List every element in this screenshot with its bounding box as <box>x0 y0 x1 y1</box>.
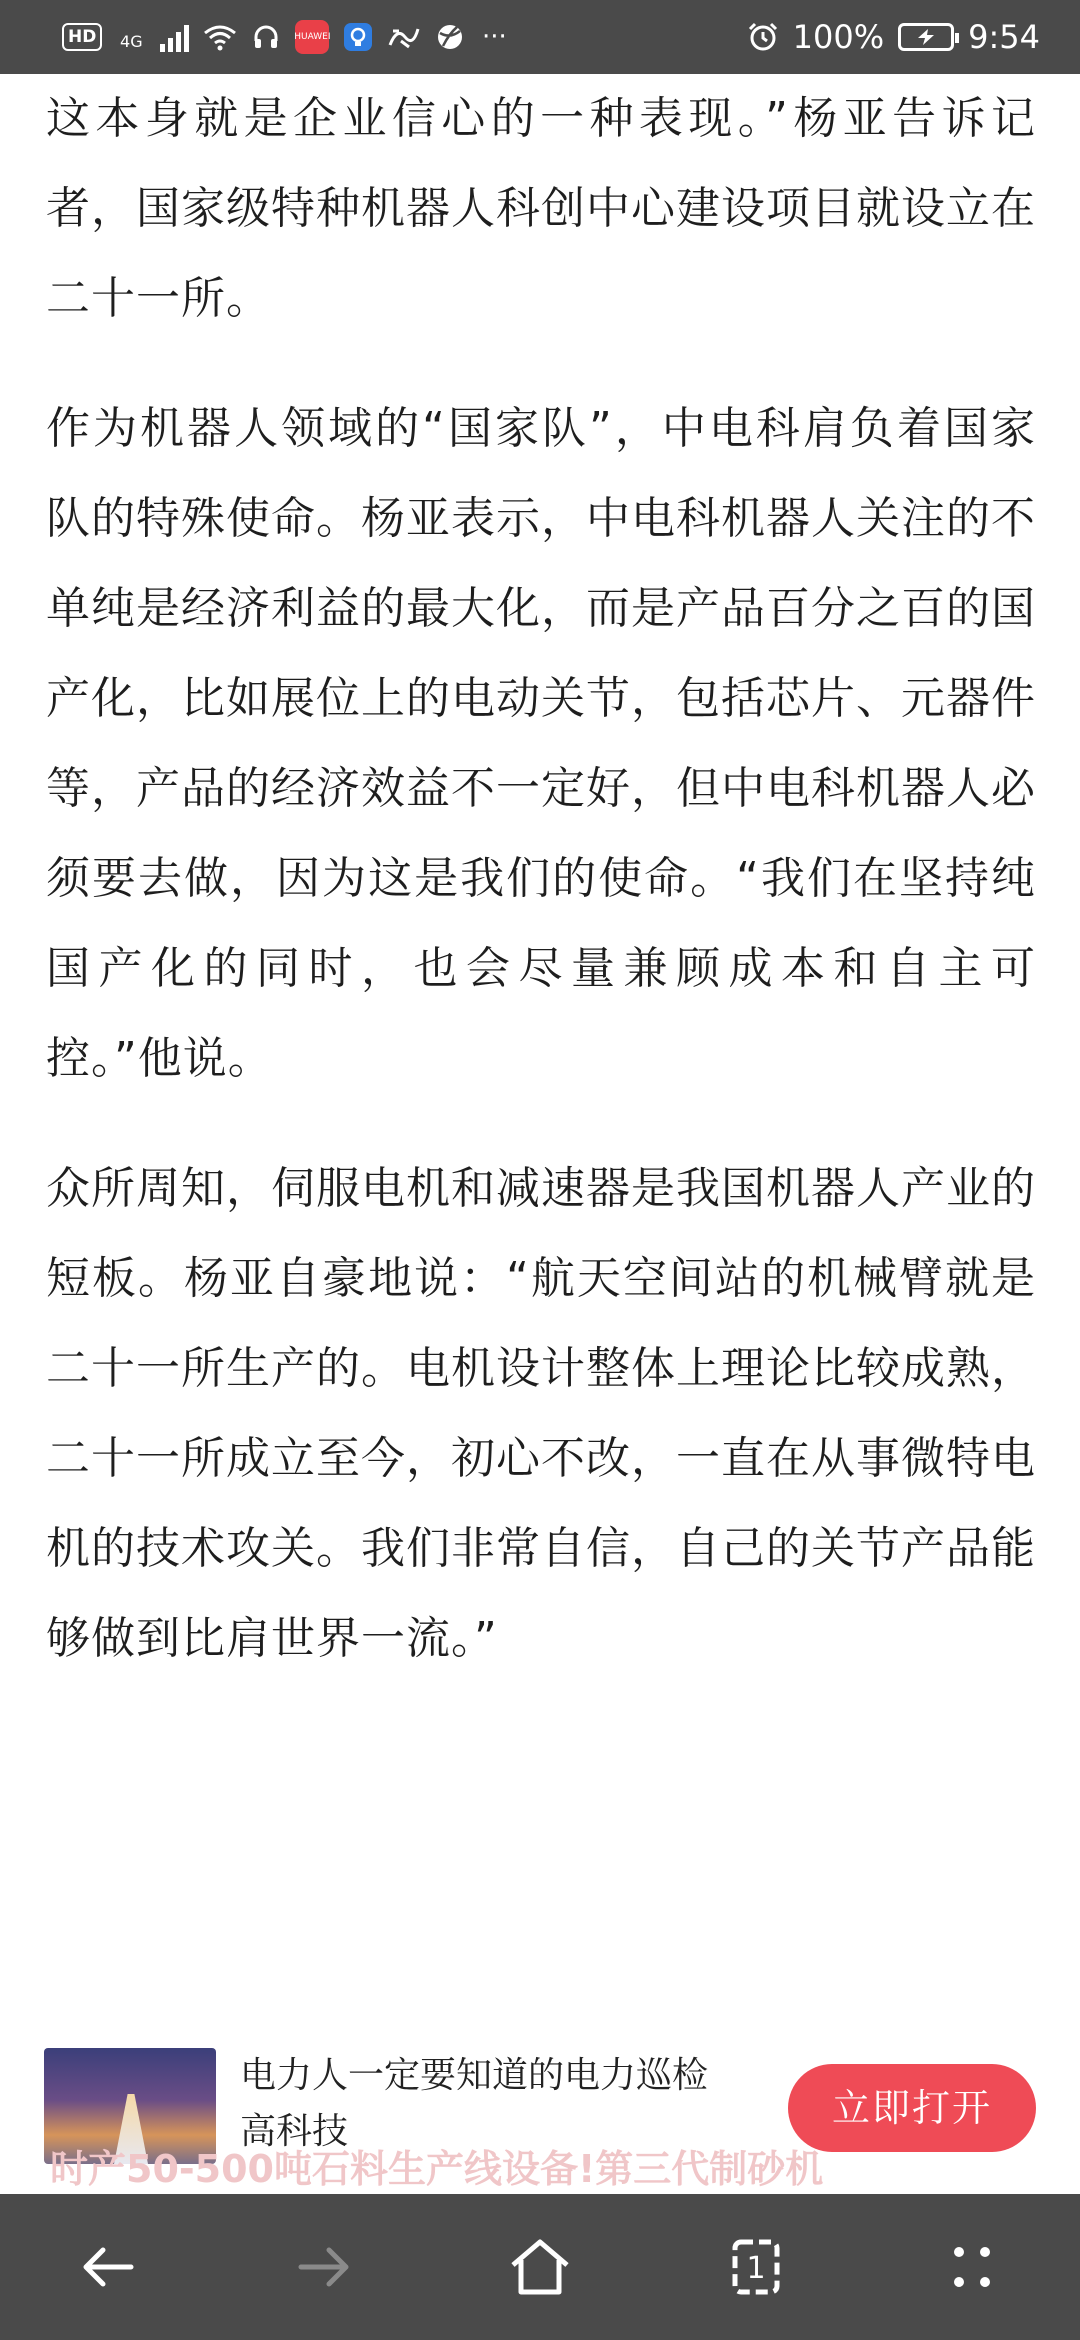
article-paragraph: 众所周知，伺服电机和减速器是我国机器人产业的短板。杨亚自豪地说：“航天空间站的机械臂就是二十一所生产的。电机设计整体上理论比较成熟，二十一所成立至今，初心不改，一直在从事微特电机的技术攻关。我们非常自信，自己的关节产品能够做到比肩世界一流。” <box>46 1163 1036 1664</box>
menu-dots-icon <box>937 2232 1007 2302</box>
article-body <box>46 74 1036 1724</box>
headphones-icon <box>251 21 281 53</box>
article-paragraph: 这本身就是企业信心的一种表现。”杨亚告诉记者，国家级特种机器人科创中心建设项目就设立在二十一所。 <box>46 93 1036 324</box>
status-left <box>62 17 509 57</box>
tabs-icon <box>721 2232 791 2302</box>
network-type: 4G <box>120 31 143 51</box>
browser-bottom-nav <box>0 2194 1080 2340</box>
promo-title[interactable]: 电力人一定要知道的电力巡检高科技 <box>240 2055 709 2152</box>
study-app-icon <box>387 21 421 53</box>
battery-percent: 100% <box>792 18 885 56</box>
more-notifications-icon: ··· <box>481 22 507 52</box>
hd-icon: HD <box>62 23 102 51</box>
status-right <box>747 18 1040 56</box>
lightbulb-app-icon <box>343 21 373 53</box>
tabs-button[interactable] <box>696 2207 816 2327</box>
home-icon <box>505 2232 575 2302</box>
open-app-button[interactable]: 立即打开 <box>788 2064 1036 2152</box>
wifi-icon <box>203 21 237 53</box>
back-arrow-icon <box>73 2232 143 2302</box>
tab-count: 1 <box>746 2251 766 2286</box>
status-bar <box>0 0 1080 74</box>
forward-arrow-icon <box>289 2232 359 2302</box>
forward-button[interactable] <box>264 2207 384 2327</box>
huawei-app-icon: HUAWEI <box>295 20 329 54</box>
home-button[interactable] <box>480 2207 600 2327</box>
clock: 9:54 <box>968 18 1040 56</box>
menu-button[interactable] <box>912 2207 1032 2327</box>
article-paragraph: 作为机器人领域的“国家队”，中电科肩负着国家队的特殊使命。杨亚表示，中电科机器人关注的不单纯是经济利益的最大化，而是产品百分之百的国产化，比如展位上的电动关节，包括芯片、元器件等，产品的经济效益不一定好，但中电科机器人必须要去做，因为这是我们的使命。“我们在坚持纯国产化的同时，也会尽量兼顾成本和自主可控。”他说。 <box>46 403 1036 1084</box>
back-button[interactable] <box>48 2207 168 2327</box>
underlay-ad-text: 时产50-500吨石料生产线设备!第三代制砂机 <box>50 2147 824 2191</box>
ball-app-icon <box>435 21 465 53</box>
signal-icon <box>160 22 189 52</box>
alarm-icon <box>747 21 779 53</box>
battery-charging-icon <box>898 23 954 51</box>
